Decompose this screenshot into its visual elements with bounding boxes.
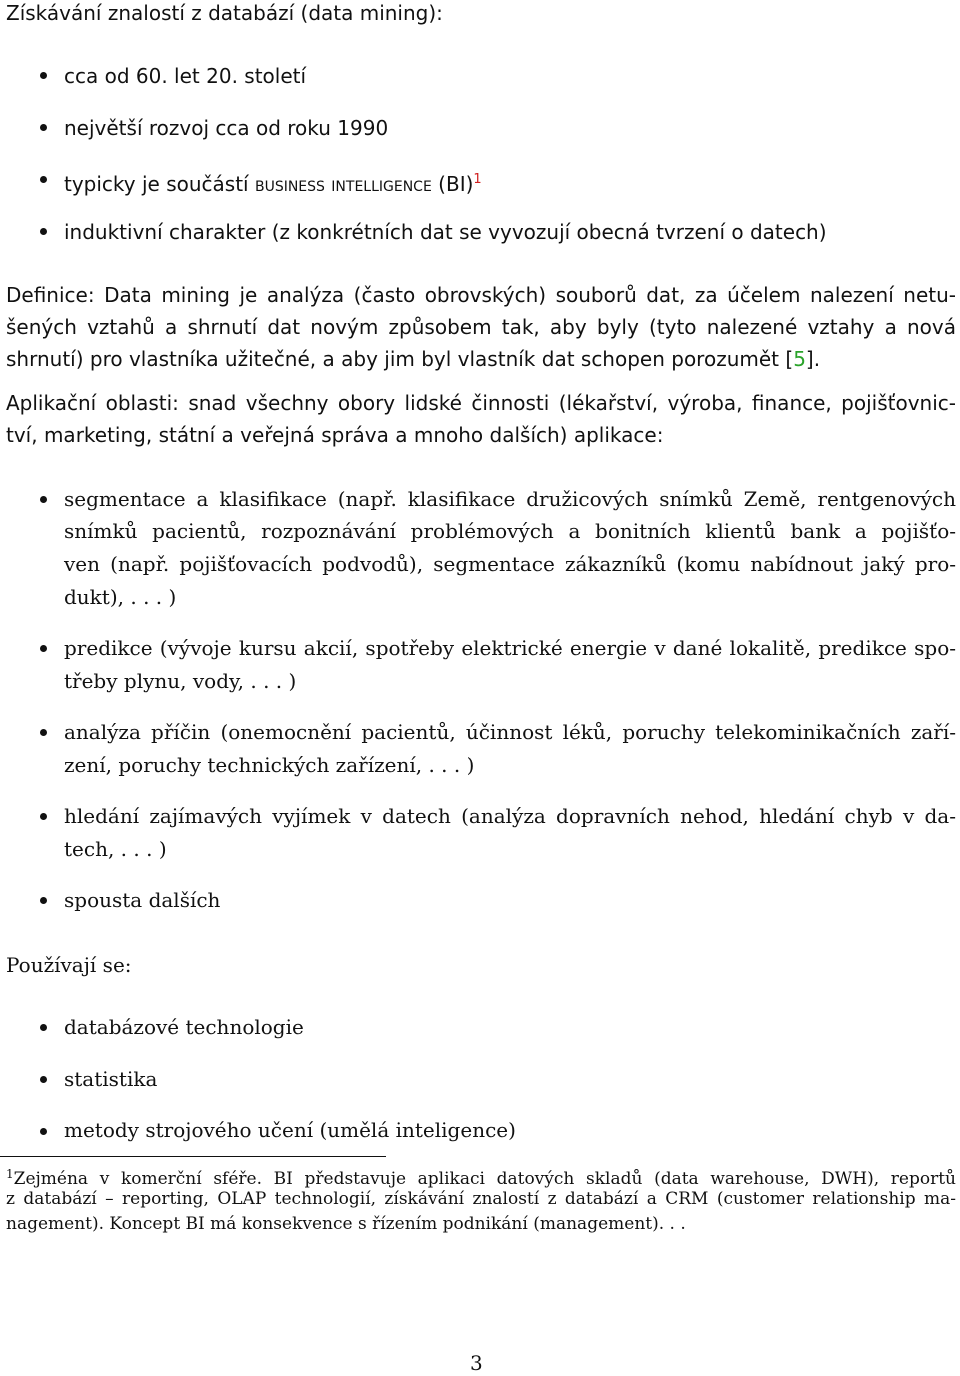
bi-abbreviation: (BI) [438, 172, 474, 196]
bullet [40, 645, 47, 652]
definition-line: Definice: Data mining je analýza (často obrovských) souborů dat, za účelem nalezení netu- [6, 283, 956, 307]
list-item: induktivní charakter (z konkrétních dat se vyvozují obecná tvrzení o datech) [64, 220, 827, 244]
list-item-text: typicky je součástí [64, 172, 249, 196]
bullet [40, 1024, 47, 1031]
definition-line: šených vztahů a shrnutí dat novým způsobem tak, aby byly (tyto nalezené vztahy a nová [6, 315, 956, 339]
list-item-line: segmentace a klasifikace (např. klasifikace družicových snímků Země, rentgenových [64, 487, 956, 511]
bi-term: business intelligence [254, 172, 432, 196]
footnote-line: nagement). Koncept BI má konsekvence s řízením podnikání (management). . . [6, 1214, 686, 1234]
page-number: 3 [470, 1351, 483, 1375]
footnote-line: z databází – reporting, OLAP technologií, získávání znalostí z databází a CRM (customer relationship ma- [6, 1189, 956, 1209]
bullet [40, 72, 47, 79]
bullet [40, 813, 47, 820]
list-item-bi [64, 167, 482, 197]
bullet [40, 496, 47, 503]
list-item-line: spousta dalších [64, 888, 221, 912]
footnote-reference[interactable]: 1 [473, 172, 482, 187]
list-item-line: predikce (vývoje kursu akcií, spotřeby elektrické energie v dané lokalitě, predikce spo- [64, 636, 956, 660]
footnote-line: $^1$Zejména v komerční sféře. BI představuje aplikaci datových skladů (data warehouse, DWH), reportů [6, 1167, 956, 1189]
citation-link[interactable]: 5 [793, 347, 806, 371]
list-item: největší rozvoj cca od roku 1990 [64, 116, 389, 140]
list-item-line: dukt), . . . ) [64, 585, 177, 609]
list-item-line: snímků pacientů, rozpoznávání problémových a bonitních klientů bank a pojišťo- [64, 519, 956, 543]
application-line: Aplikační oblasti: snad všechny obory lidské činnosti (lékařství, výroba, finance, pojišťovnic- [6, 391, 956, 415]
list-item: cca od 60. let 20. století [64, 64, 307, 88]
list-item: metody strojového učení (umělá inteligence) [64, 1118, 516, 1142]
footnote-mark: 1 [6, 1167, 14, 1181]
citation: [5]. [785, 347, 821, 371]
bullet [40, 897, 47, 904]
footnote-divider [0, 1156, 386, 1157]
application-line: tví, marketing, státní a veřejná správa a mnoho dalších) aplikace: [6, 423, 664, 447]
list-item-line: zení, poruchy technických zařízení, . . . ) [64, 753, 475, 777]
bullet [40, 729, 47, 736]
bullet [40, 176, 47, 183]
list-item: databázové technologie [64, 1015, 304, 1039]
list-item: statistika [64, 1067, 158, 1091]
bullet [40, 228, 47, 235]
section-heading: Získávání znalostí z databází (data mining): [6, 1, 443, 25]
list-item-line: analýza příčin (onemocnění pacientů, účinnost léků, poruchy telekominikačních zaří- [64, 720, 956, 744]
bullet [40, 1128, 47, 1135]
bullet [40, 1076, 47, 1083]
definition-line [6, 346, 820, 372]
bullet [40, 124, 47, 131]
used-heading: Používají se: [6, 953, 132, 977]
list-item-line: tech, . . . ) [64, 837, 167, 861]
list-item-line: třeby plynu, vody, . . . ) [64, 669, 297, 693]
list-item-line: hledání zajímavých vyjímek v datech (analýza dopravních nehod, hledání chyb v da- [64, 804, 956, 828]
list-item-line: ven (např. pojišťovacích podvodů), segmentace zákazníků (komu nabídnout jaký pro- [64, 552, 956, 576]
definition-text: shrnutí) pro vlastníka užitečné, a aby jim byl vlastník dat schopen porozumět [6, 347, 780, 371]
